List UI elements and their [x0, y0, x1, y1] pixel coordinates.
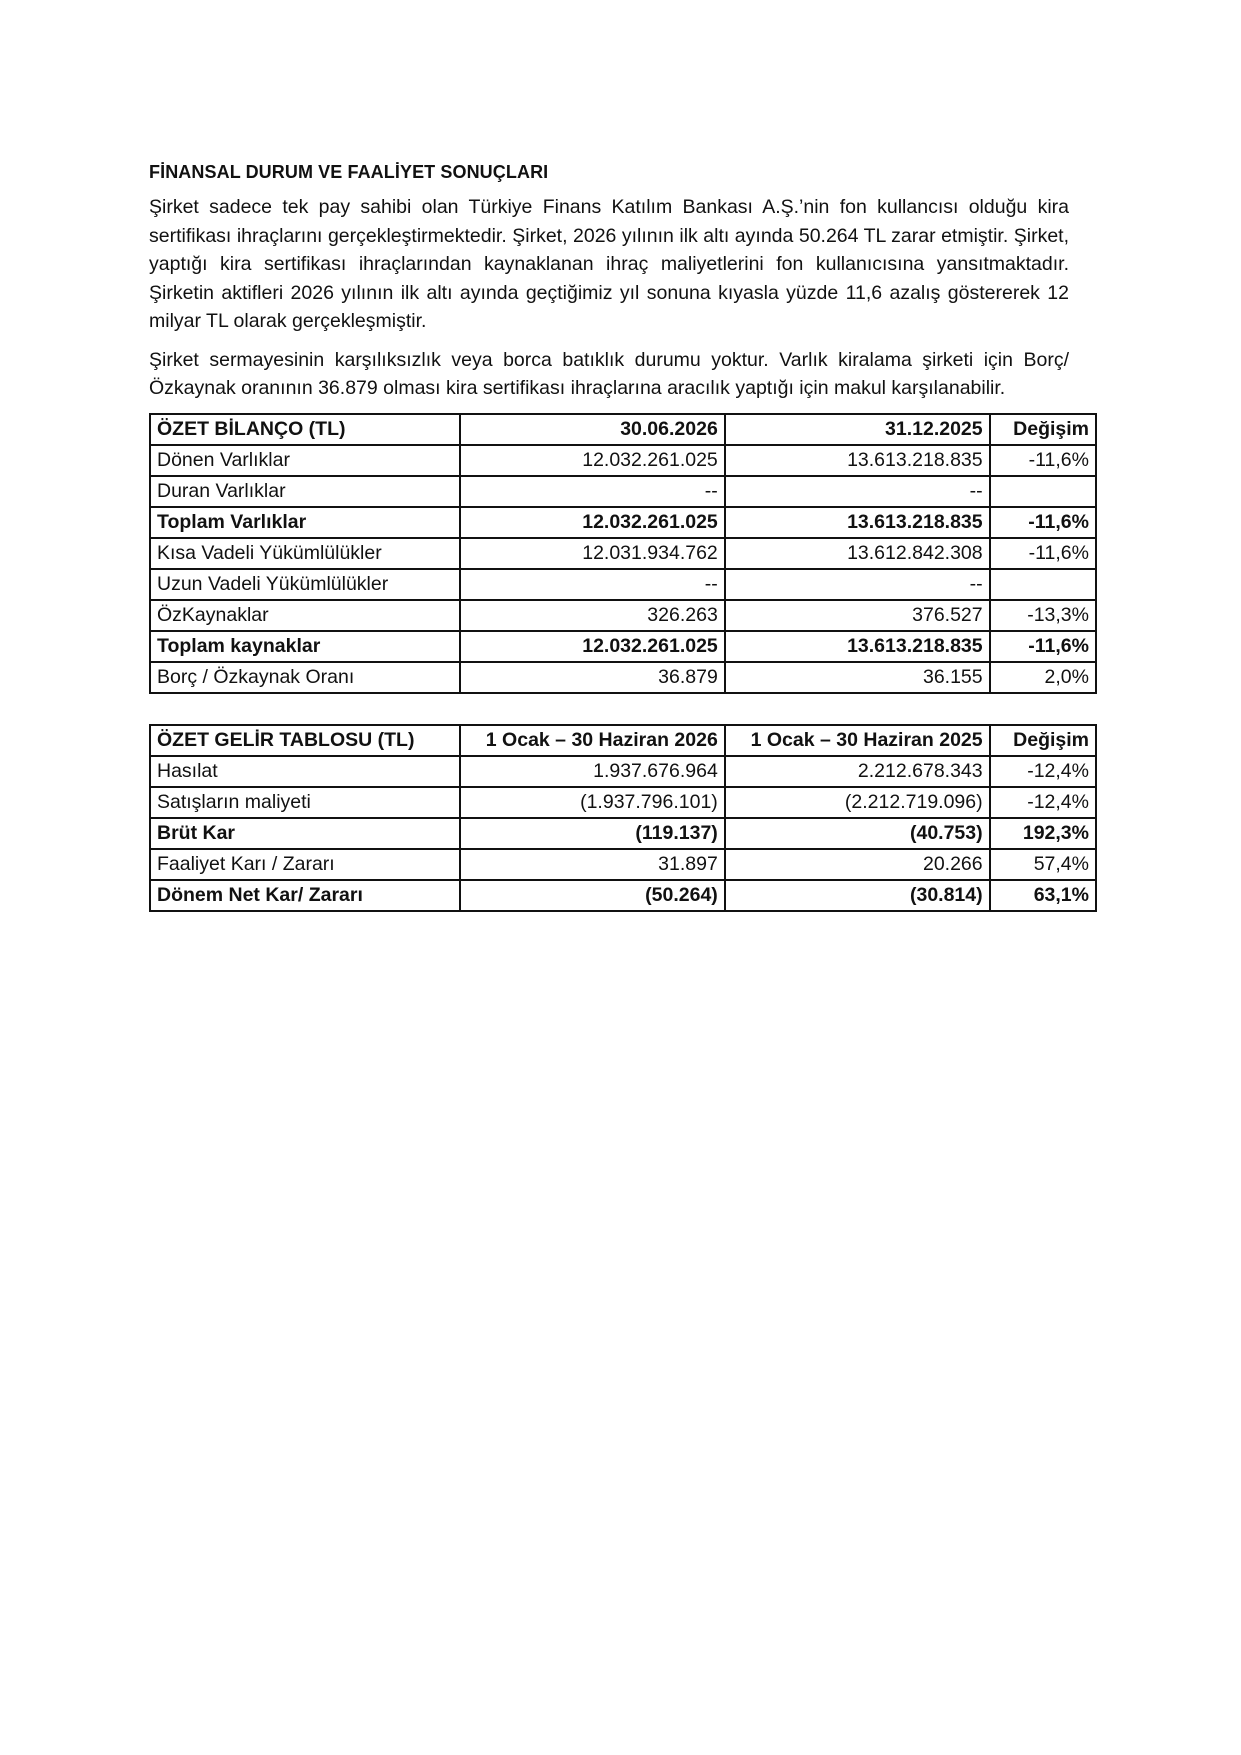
row-label: Faaliyet Karı / Zararı	[150, 849, 460, 880]
cell-change: -11,6%	[990, 445, 1096, 476]
cell-value: 12.032.261.025	[460, 445, 725, 476]
row-label: Uzun Vadeli Yükümlülükler	[150, 569, 460, 600]
table-row	[150, 662, 1096, 693]
cell-change: -11,6%	[990, 538, 1096, 569]
cell-value: 376.527	[725, 600, 990, 631]
cell-value: 12.032.261.025	[460, 507, 725, 538]
table-row	[150, 600, 1096, 631]
table-row	[150, 476, 1096, 507]
cell-value: (1.937.796.101)	[460, 787, 725, 818]
cell-value: (2.212.719.096)	[725, 787, 990, 818]
header-cell: 1 Ocak – 30 Haziran 2025	[725, 725, 990, 756]
row-label: ÖzKaynaklar	[150, 600, 460, 631]
header-cell: Değişim	[990, 725, 1096, 756]
row-label: Satışların maliyeti	[150, 787, 460, 818]
row-label: Duran Varlıklar	[150, 476, 460, 507]
cell-value: 20.266	[725, 849, 990, 880]
cell-value: 12.031.934.762	[460, 538, 725, 569]
header-cell: ÖZET BİLANÇO (TL)	[150, 414, 460, 445]
cell-change: -11,6%	[990, 507, 1096, 538]
table-row	[150, 756, 1096, 787]
header-cell: 30.06.2026	[460, 414, 725, 445]
cell-value: 1.937.676.964	[460, 756, 725, 787]
row-label: Hasılat	[150, 756, 460, 787]
cell-value: (50.264)	[460, 880, 725, 911]
table-row-total	[150, 631, 1096, 662]
cell-value: 13.612.842.308	[725, 538, 990, 569]
cell-change: -11,6%	[990, 631, 1096, 662]
cell-change	[990, 476, 1096, 507]
table-spacer	[149, 694, 1069, 724]
header-cell: 1 Ocak – 30 Haziran 2026	[460, 725, 725, 756]
cell-value: 36.879	[460, 662, 725, 693]
table-row	[150, 787, 1096, 818]
cell-value: --	[460, 476, 725, 507]
cell-value: --	[725, 569, 990, 600]
row-label: Toplam Varlıklar	[150, 507, 460, 538]
header-cell: ÖZET GELİR TABLOSU (TL)	[150, 725, 460, 756]
income-statement-table	[149, 724, 1097, 912]
table-row-total	[150, 507, 1096, 538]
table-row	[150, 849, 1096, 880]
cell-change: 2,0%	[990, 662, 1096, 693]
cell-change: -13,3%	[990, 600, 1096, 631]
cell-change: 63,1%	[990, 880, 1096, 911]
table-row-total	[150, 880, 1096, 911]
cell-value: 326.263	[460, 600, 725, 631]
cell-value: (119.137)	[460, 818, 725, 849]
cell-value: 13.613.218.835	[725, 631, 990, 662]
table-row-total	[150, 818, 1096, 849]
cell-value: --	[460, 569, 725, 600]
cell-value: --	[725, 476, 990, 507]
cell-change	[990, 569, 1096, 600]
row-label: Toplam kaynaklar	[150, 631, 460, 662]
cell-change: -12,4%	[990, 787, 1096, 818]
table-row	[150, 445, 1096, 476]
section-title: FİNANSAL DURUM VE FAALİYET SONUÇLARI	[149, 162, 549, 182]
table-row	[150, 569, 1096, 600]
balance-sheet-table	[149, 413, 1097, 694]
cell-value: 2.212.678.343	[725, 756, 990, 787]
cell-value: 31.897	[460, 849, 725, 880]
row-label: Brüt Kar	[150, 818, 460, 849]
paragraph-intro: Şirket sadece tek pay sahibi olan Türkiye Finans Katılım Bankası A.Ş.’nin fon kullancısı olduğu kira sertifikası ihraçlarını gerçekleştirmektedir. Şirket, 2026 yılının ilk altı ayında 50.264 TL zarar etmiştir. Şirket, yaptığı kira sertifikası ihraçlarından kaynaklanan ihraç maliyetlerini fon kullanıcısına yansıtmaktadır. Şirketin aktifleri 2026 yılının ilk altı ayında geçtiğimiz yıl sonuna kıyasla yüzde 11,6 azalış göstererek 12 milyar TL olarak gerçekleşmiştir.	[149, 196, 1069, 332]
cell-value: (40.753)	[725, 818, 990, 849]
row-label: Dönem Net Kar/ Zararı	[150, 880, 460, 911]
cell-value: (30.814)	[725, 880, 990, 911]
header-cell: 31.12.2025	[725, 414, 990, 445]
table-row	[150, 538, 1096, 569]
cell-value: 12.032.261.025	[460, 631, 725, 662]
cell-change: 192,3%	[990, 818, 1096, 849]
cell-value: 13.613.218.835	[725, 507, 990, 538]
row-label: Dönen Varlıklar	[150, 445, 460, 476]
cell-value: 13.613.218.835	[725, 445, 990, 476]
cell-change: 57,4%	[990, 849, 1096, 880]
paragraph-capital: Şirket sermayesinin karşılıksızlık veya borca batıklık durumu yoktur. Varlık kiralama şirketi için Borç/Özkaynak oranının 36.879 olması kira sertifikası ihraçlarına aracılık yaptığı için makul karşılanabilir.	[149, 348, 1069, 399]
row-label: Borç / Özkaynak Oranı	[150, 662, 460, 693]
row-label: Kısa Vadeli Yükümlülükler	[150, 538, 460, 569]
table-header-row	[150, 414, 1096, 445]
header-cell: Değişim	[990, 414, 1096, 445]
cell-value: 36.155	[725, 662, 990, 693]
cell-change: -12,4%	[990, 756, 1096, 787]
document-page	[149, 162, 1089, 912]
table-header-row	[150, 725, 1096, 756]
